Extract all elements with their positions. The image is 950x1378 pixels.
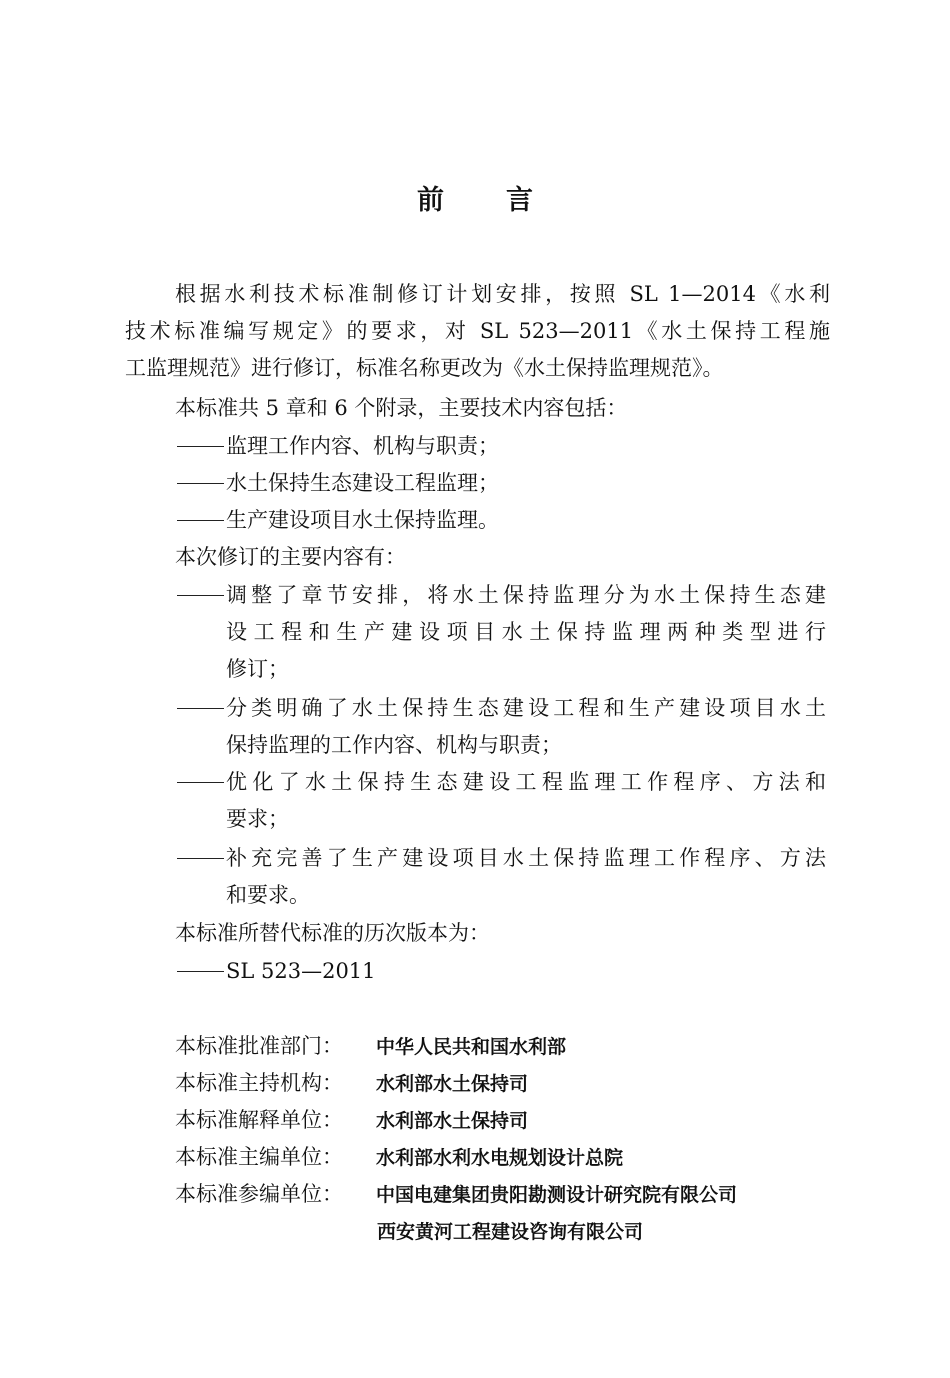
revision-item (175, 764, 950, 801)
content-item (175, 428, 950, 465)
title-char-1: 前 (417, 185, 444, 216)
title-char-2: 言 (506, 185, 533, 216)
info-label: 本标准主持机构： (175, 1071, 343, 1095)
info-label: 本标准参编单位： (175, 1182, 343, 1206)
paragraph-1-line-1: 根据水利技术标准制修订计划安排，按照 SL 1—2014《水利 (175, 282, 830, 306)
revision-item-text: 调整了章节安排，将水土保持监理分为水土保持生态建 (226, 583, 826, 607)
info-row-interpret (175, 1102, 950, 1140)
dash-mark (175, 465, 226, 502)
revision-intro: 本次修订的主要内容有： (175, 545, 406, 569)
info-row-approval (175, 1028, 950, 1066)
info-label: 本标准解释单位： (175, 1108, 343, 1132)
content-item (175, 465, 950, 502)
revision-item (175, 690, 950, 727)
history-item (175, 953, 950, 990)
dash-mark (175, 690, 226, 727)
content-intro: 本标准共 5 章和 6 个附录，主要技术内容包括： (175, 396, 628, 420)
info-row-participate-continuation (377, 1213, 950, 1251)
dash-mark (175, 428, 226, 465)
info-value: 西安黄河工程建设咨询有限公司 (377, 1221, 644, 1243)
history-intro: 本标准所替代标准的历次版本为： (175, 921, 490, 945)
info-row-host (175, 1065, 950, 1103)
revision-item-text: 补充完善了生产建设项目水土保持监理工作程序、方法 (226, 846, 826, 870)
dash-mark (175, 764, 226, 801)
content-item-text: 水土保持生态建设工程监理； (226, 471, 499, 495)
info-value: 中国电建集团贵阳勘测设计研究院有限公司 (376, 1184, 738, 1206)
content-item-text: 生产建设项目水土保持监理。 (226, 508, 499, 532)
content-item (175, 502, 950, 539)
info-value: 水利部水土保持司 (376, 1073, 529, 1095)
revision-item (175, 577, 950, 614)
info-label: 本标准主编单位： (175, 1145, 343, 1169)
revision-item-continuation: 和要求。 (226, 883, 310, 907)
dash-mark (175, 577, 226, 614)
revision-item (175, 840, 950, 877)
page-title (0, 178, 950, 217)
revision-item-continuation: 要求； (226, 807, 289, 831)
history-item-text: SL 523—2011 (226, 959, 376, 983)
revision-item-text: 优化了水土保持生态建设工程监理工作程序、方法和 (226, 770, 826, 794)
content-item-text: 监理工作内容、机构与职责； (226, 434, 499, 458)
info-row-participate (175, 1176, 950, 1214)
info-value: 水利部水利水电规划设计总院 (376, 1147, 624, 1169)
revision-item-text: 分类明确了水土保持生态建设工程和生产建设项目水土 (226, 696, 826, 720)
paragraph-1-line-2: 技术标准编写规定》的要求，对 SL 523—2011《水土保持工程施 (125, 319, 830, 343)
info-value: 中华人民共和国水利部 (376, 1036, 567, 1058)
info-label: 本标准批准部门： (175, 1034, 343, 1058)
info-value: 水利部水土保持司 (376, 1110, 529, 1132)
revision-item-continuation: 保持监理的工作内容、机构与职责； (226, 733, 562, 757)
revision-item-continuation: 修订； (226, 657, 289, 681)
dash-mark (175, 840, 226, 877)
revision-item-continuation: 设工程和生产建设项目水土保持监理两种类型进行 (226, 620, 826, 644)
dash-mark (175, 953, 226, 990)
dash-mark (175, 502, 226, 539)
paragraph-1-line-3: 工监理规范》进行修订，标准名称更改为《水土保持监理规范》。 (125, 356, 724, 380)
info-row-chief (175, 1139, 950, 1177)
